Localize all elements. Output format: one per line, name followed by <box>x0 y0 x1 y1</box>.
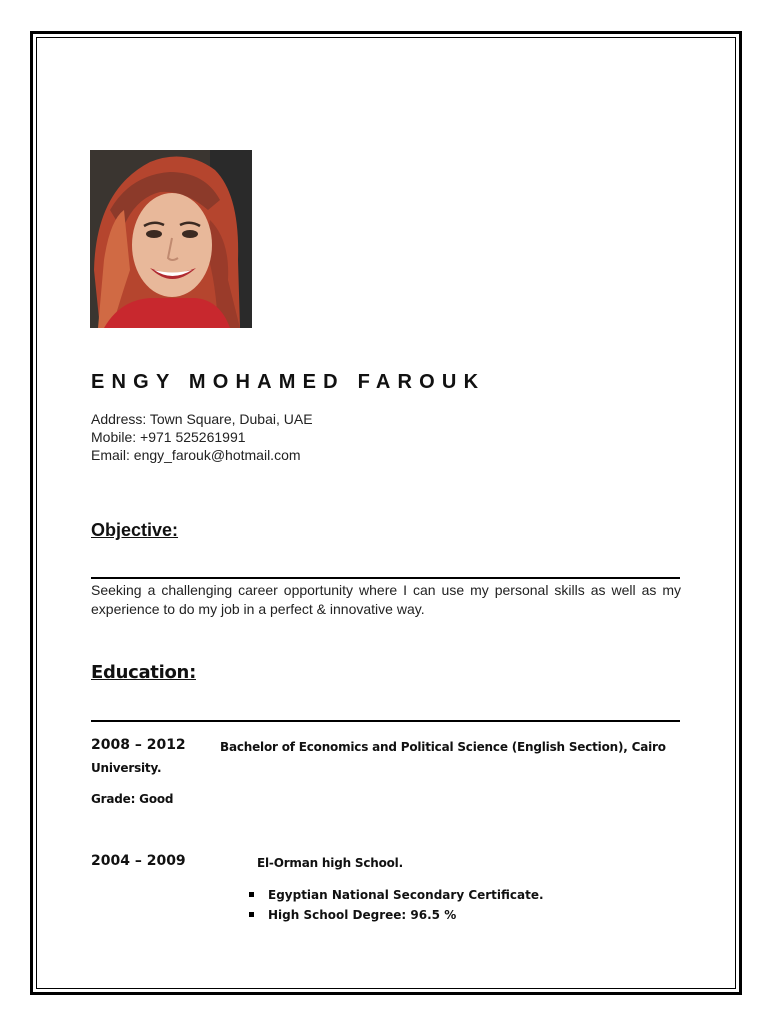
contact-info <box>91 410 313 464</box>
list-item: Egyptian National Secondary Certificate. <box>249 888 544 902</box>
education-heading: Education: <box>91 662 196 683</box>
mobile-line: Mobile: +971 525261991 <box>91 429 246 445</box>
address-line: Address: Town Square, Dubai, UAE <box>91 411 313 427</box>
bullet-icon <box>249 892 254 897</box>
objective-heading: Objective: <box>91 520 179 540</box>
email-line: Email: engy_farouk@hotmail.com <box>91 447 301 463</box>
list-item: High School Degree: 96.5 % <box>249 908 456 922</box>
education-degree: Bachelor of Economics and Political Science (English Section), Cairo <box>220 740 666 754</box>
objective-divider <box>91 577 680 579</box>
candidate-name: ENGY MOHAMED FAROUK <box>91 371 486 393</box>
education-grade: Grade: Good <box>91 792 174 806</box>
education-divider <box>91 720 680 722</box>
education-years: 2008 – 2012 <box>91 737 186 753</box>
profile-photo <box>90 150 252 328</box>
bullet-icon <box>249 912 254 917</box>
education-years: 2004 – 2009 <box>91 853 186 869</box>
objective-text: Seeking a challenging career opportunity where I can use my personal skills as well as my experience to do my job in a perfect & innovative way. <box>91 582 681 617</box>
education-degree-continued: University. <box>91 761 162 775</box>
education-school: El-Orman high School. <box>257 856 403 870</box>
